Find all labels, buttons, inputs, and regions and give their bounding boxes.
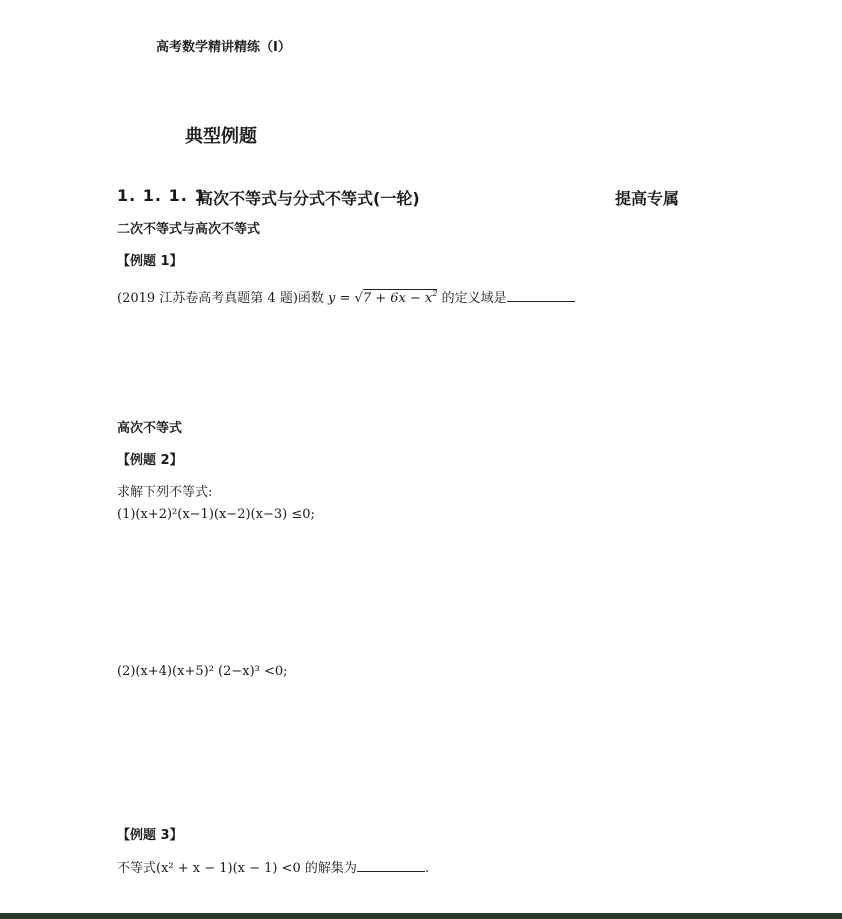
subsection-tag: 提高专属 bbox=[615, 189, 680, 208]
example-3-period: . bbox=[424, 861, 430, 876]
document-header: 高考数学精讲精练（Ⅰ） bbox=[156, 40, 291, 55]
example-2-intro: 求解下列不等式: bbox=[117, 485, 213, 500]
example-1-func: y = bbox=[328, 291, 351, 306]
example-1-radicand: $7 + 6x - x^2$ bbox=[362, 289, 438, 306]
example-3-text: 不等式(x² + x − 1)(x − 1) <0 的解集为 bbox=[117, 861, 357, 876]
section-title: 典型例题 bbox=[185, 126, 257, 147]
example-3-label: 【例题 3】 bbox=[117, 828, 183, 843]
answer-blank-3 bbox=[357, 860, 425, 872]
example-3-question bbox=[117, 857, 429, 876]
example-1-prefix: (2019 江苏卷高考真题第 4 题)函数 bbox=[117, 291, 329, 306]
example-1-label: 【例题 1】 bbox=[117, 254, 183, 269]
bottom-bar bbox=[0, 913, 842, 919]
example-2-label: 【例题 2】 bbox=[117, 453, 183, 468]
subsection-title: 高次不等式与分式不等式(一轮) bbox=[197, 189, 420, 208]
example-1-question bbox=[117, 287, 575, 306]
example-2-question-1: (1)(x+2)²(x−1)(x−2)(x−3) ≤0; bbox=[117, 507, 315, 522]
example-2-question-2: (2)(x+4)(x+5)² (2−x)³ <0; bbox=[117, 664, 288, 679]
example-1-suffix: 的定义域是 bbox=[441, 291, 507, 306]
subsection-number: 1. 1. 1. 1 bbox=[117, 186, 207, 205]
sqrt-symbol: √ bbox=[354, 291, 363, 306]
part-title-1: 二次不等式与高次不等式 bbox=[117, 222, 261, 237]
answer-blank-1 bbox=[507, 290, 575, 302]
part-title-2: 高次不等式 bbox=[117, 421, 183, 436]
